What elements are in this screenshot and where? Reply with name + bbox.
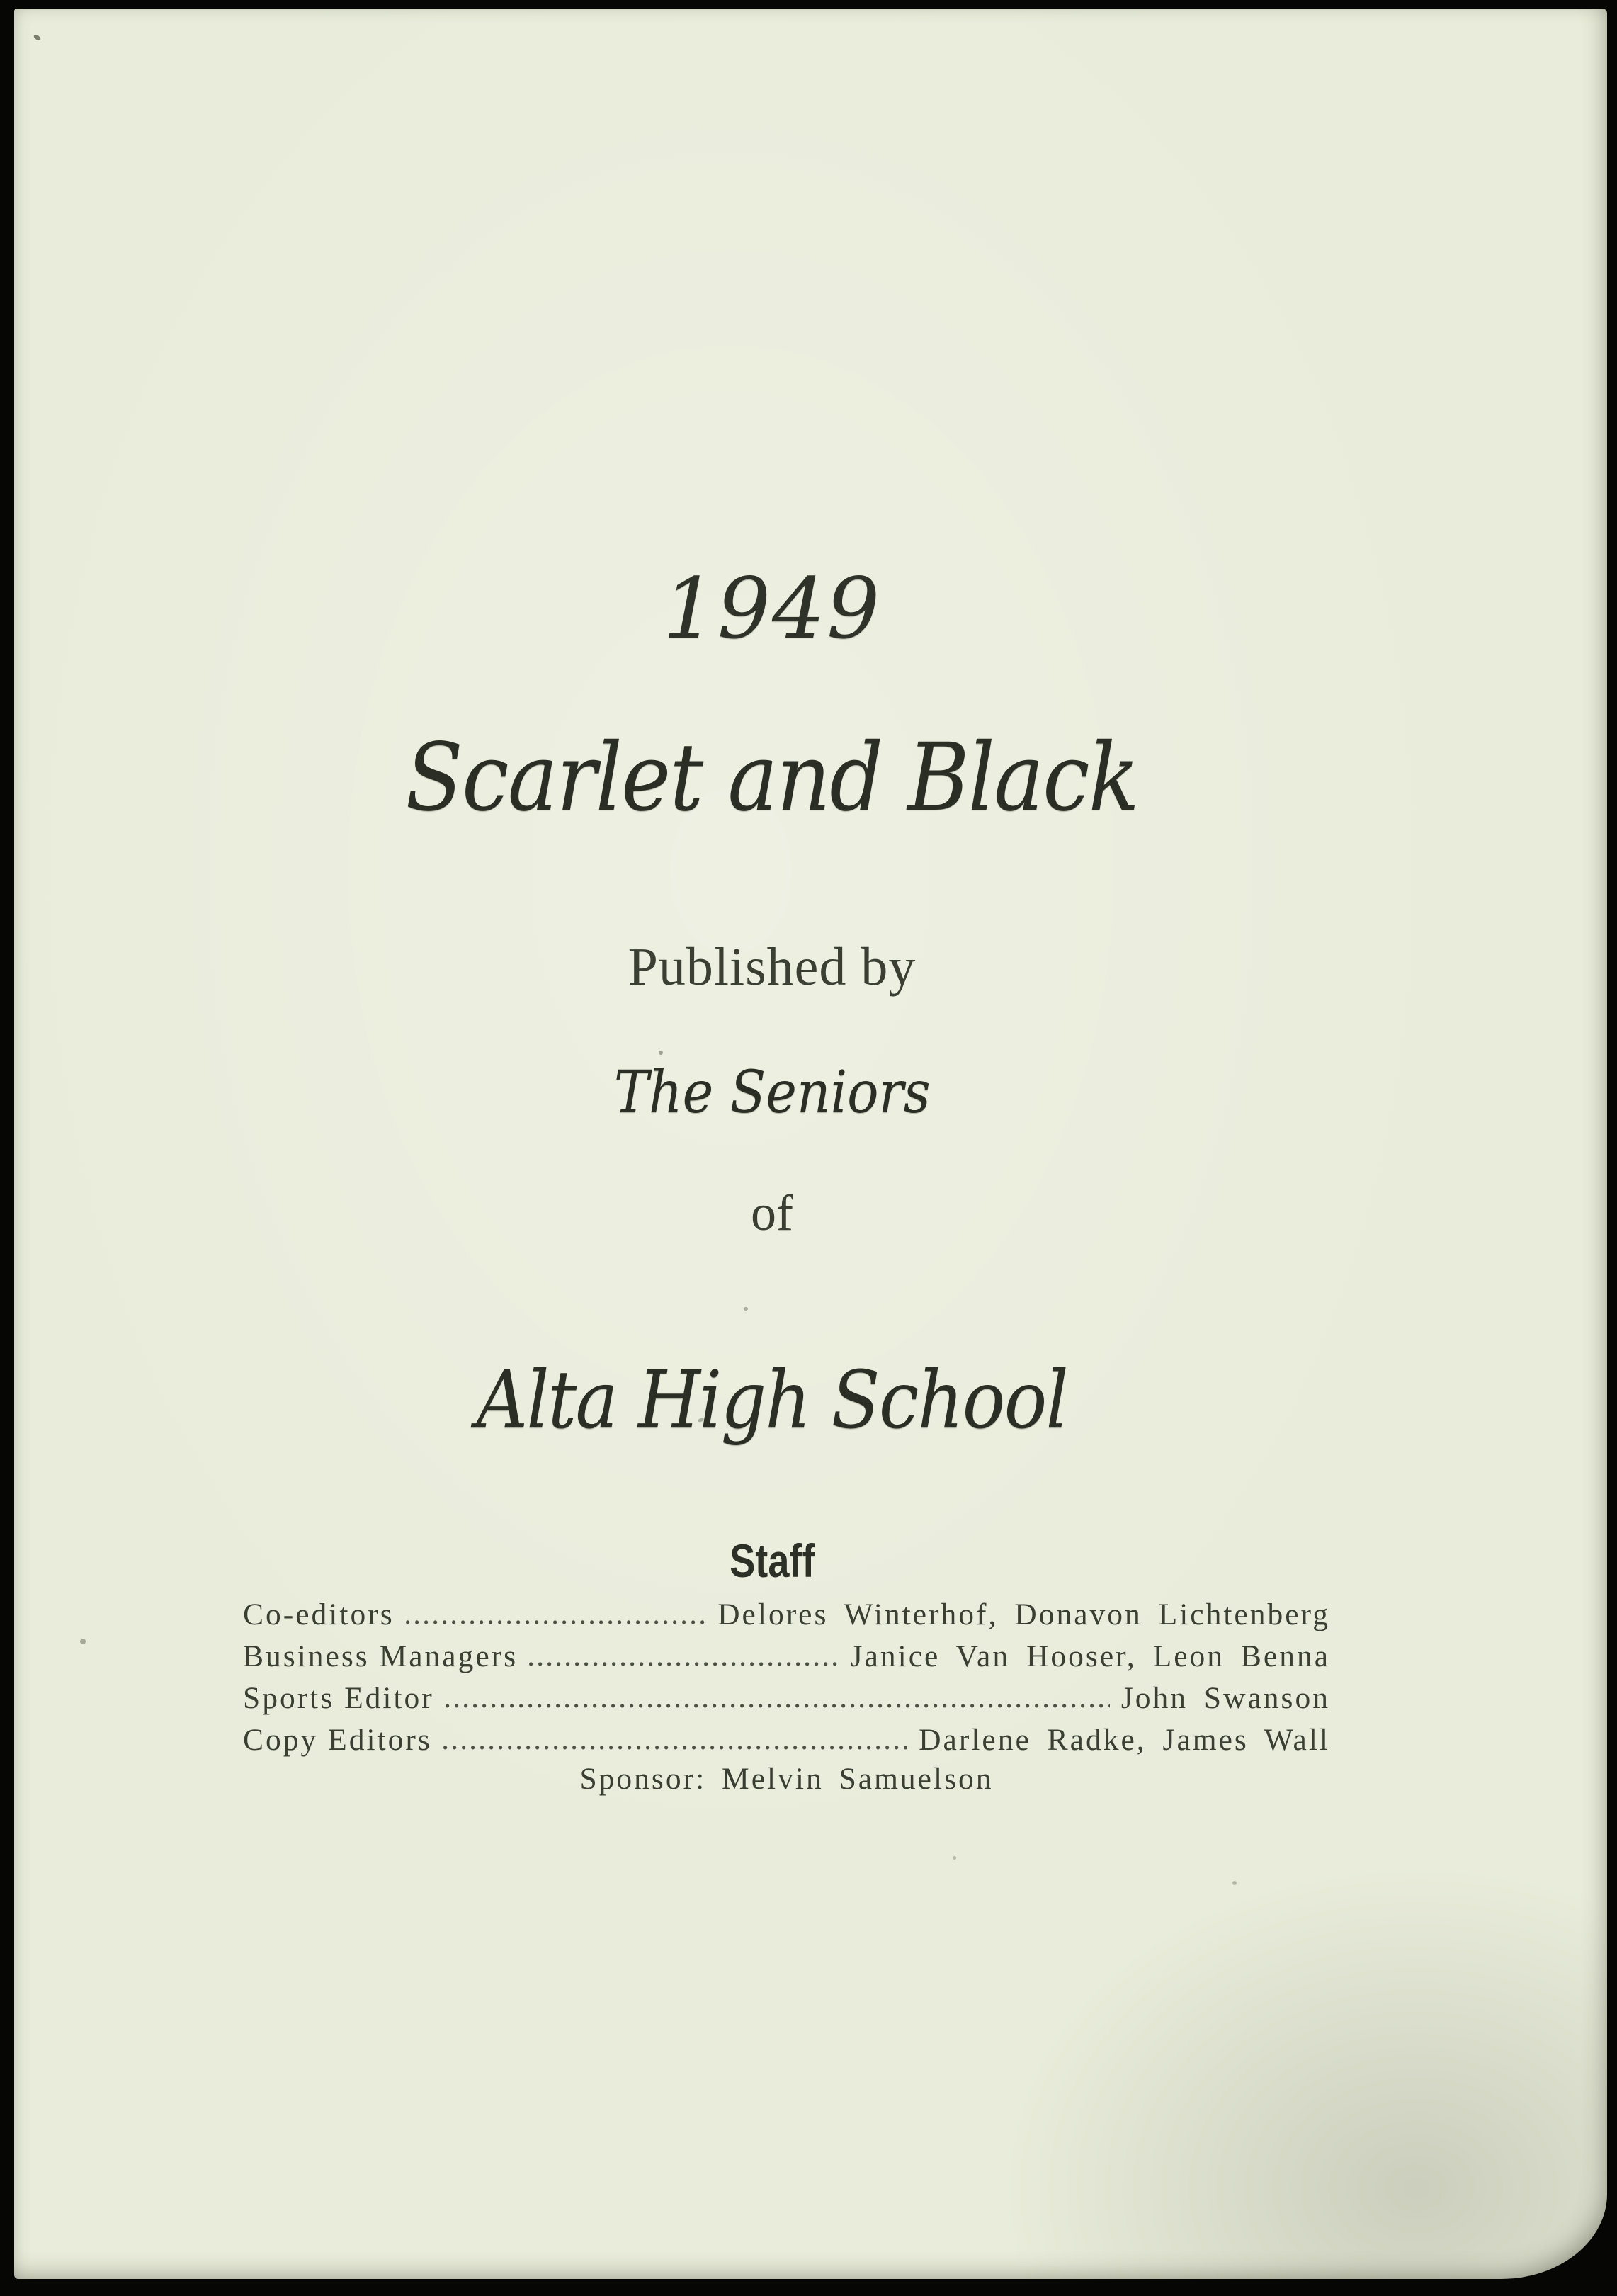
- paper-speck: [659, 1051, 663, 1055]
- paper-speck: [744, 1307, 748, 1311]
- dotted-leader: [406, 1620, 706, 1624]
- staff-names: Janice Van Hooser, Leon Benna: [850, 1639, 1330, 1673]
- page-year: [14, 560, 1530, 657]
- school-text: Alta High School: [476, 1355, 1068, 1447]
- title-text: Scarlet and Black: [405, 723, 1139, 832]
- staff-role: Co-editors: [243, 1597, 395, 1631]
- connector-line: [14, 1184, 1530, 1241]
- staff-names: John Swanson: [1120, 1681, 1330, 1715]
- staff-row: [243, 1676, 1330, 1718]
- staff-role: Copy Editors: [243, 1723, 432, 1757]
- paper-speck: [80, 1639, 86, 1644]
- publisher-line: [14, 1059, 1530, 1126]
- staff-row: [243, 1634, 1330, 1676]
- paper-speck: [1232, 1881, 1237, 1885]
- staff-role: Business Managers: [243, 1639, 518, 1673]
- staff-list: [243, 1593, 1330, 1802]
- dotted-leader: [443, 1746, 907, 1750]
- paper-speck: [953, 1856, 956, 1860]
- school-line: [14, 1355, 1530, 1447]
- dotted-leader: [529, 1662, 839, 1666]
- staff-heading: [14, 1534, 1530, 1587]
- publisher-text: The Seniors: [613, 1059, 931, 1126]
- published-by-text: Published by: [628, 937, 917, 997]
- page-title: [14, 723, 1530, 832]
- staff-role: Sports Editor: [243, 1681, 434, 1715]
- staff-row: [243, 1593, 1330, 1634]
- year-text: 1949: [662, 560, 882, 657]
- staff-row: [243, 1718, 1330, 1760]
- connector-text: of: [751, 1184, 793, 1241]
- dotted-leader: [446, 1704, 1110, 1708]
- staff-names: Darlene Radke, James Wall: [919, 1723, 1330, 1757]
- staff-heading-text: Staff: [729, 1534, 815, 1587]
- paper-page: [14, 9, 1607, 2279]
- staff-names: Delores Winterhof, Donavon Lichtenberg: [717, 1597, 1330, 1631]
- sponsor-line: Sponsor: Melvin Samuelson: [579, 1762, 994, 1796]
- published-by-line: [14, 937, 1530, 997]
- paper-speck: [33, 33, 41, 41]
